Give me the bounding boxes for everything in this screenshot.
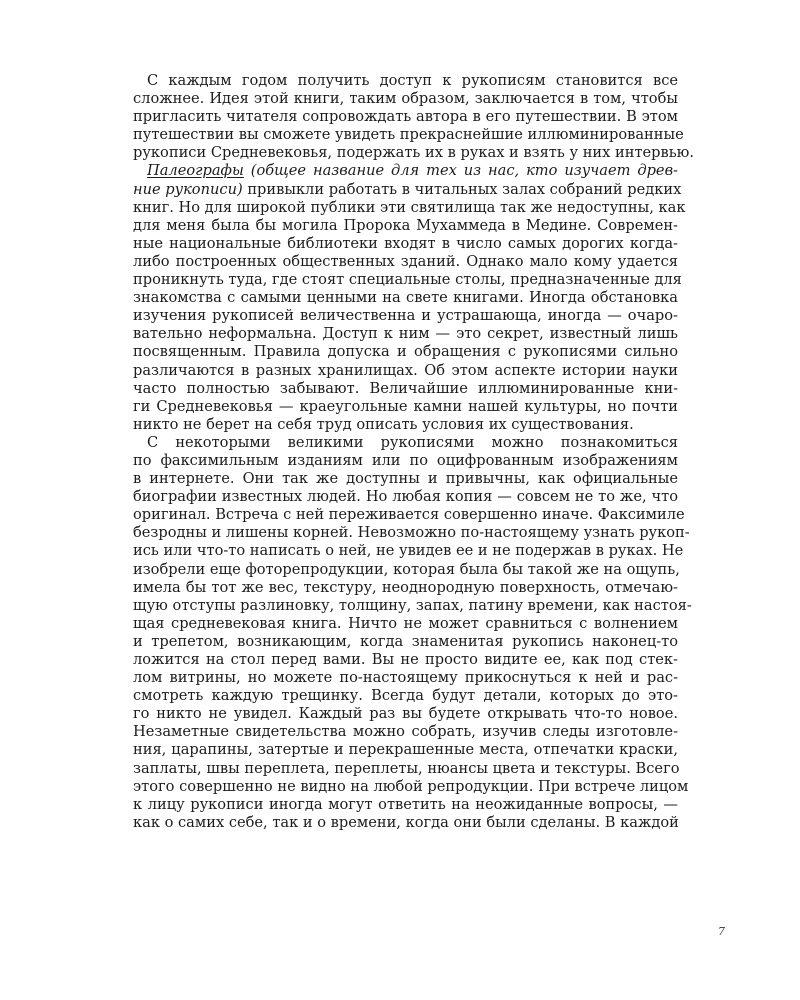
paragraph-2-first-line — [133, 162, 678, 180]
paragraph-3-line: к лицу рукописи иногда могут ответить на неожиданные вопросы, — — [133, 795, 678, 813]
italic-aside-part-2: ние рукописи) — [133, 180, 243, 198]
paragraph-2-line: никто не берет на себя труд описать условия их существования. — [133, 415, 634, 433]
paragraph-3-line: по факсимильным изданиям или по оцифрованным изображениям — [133, 451, 678, 469]
paragraph-2-line: знакомства с самыми ценными на свете книгами. Иногда обстановка — [133, 289, 678, 307]
paragraph-3-line: С некоторыми великими рукописями можно познакомиться — [147, 433, 678, 451]
paragraph-3-line: ись или что-то написать о ней, не увидев ее и не подержав в руках. Не — [133, 542, 684, 560]
paragraph-2-line: вательно неформальна. Доступ к ним — это секрет, известный лишь — [133, 325, 678, 343]
paragraph-3-line: лом витрины, но можете по-настоящему прикоснуться к ней и рас- — [133, 669, 678, 687]
paragraph-2-line: либо построенных общественных зданий. Однако мало кому удается — [133, 252, 678, 270]
paragraph-2-second-line — [133, 180, 682, 199]
paragraph-3-line: щая средневековая книга. Ничто не может сравниться с волнением — [133, 614, 678, 632]
paragraph-3-line: оригинал. Встреча с ней переживается совершенно иначе. Факсимиле — [133, 506, 685, 524]
paragraph-2-line: книг. Но для широкой публики эти святилища так же недоступны, как — [133, 198, 686, 216]
paragraph-3-line: щую отступы разлиновку, толщину, запах, патину времени, как настоя- — [133, 596, 692, 614]
paragraph-3-line: биографии известных людей. Но любая копия — совсем не то же, что — [133, 488, 678, 506]
paragraph-3-line: и трепетом, возникающим, когда знаменитая рукопись наконец-то — [133, 632, 678, 650]
paragraph-2-line: для меня была бы могила Пророка Мухаммеда в Медине. Современ- — [133, 216, 678, 234]
paragraph-3-line: смотреть каждую трещинку. Всегда будут детали, которых до это- — [133, 687, 678, 705]
paragraph-1-line: рукописи Средневековья, подержать их в руках и взять у них интервью. — [133, 144, 695, 162]
paragraph-3-line: ложится на стол перед вами. Вы не просто видите ее, как под стек- — [133, 651, 678, 668]
paragraph-2-line: изучения рукописей величественна и устрашающа, иногда — очаро- — [133, 307, 678, 325]
paragraph-3-line: как о самих себе, так и о времени, когда они были сделаны. В каждой — [133, 813, 679, 831]
paragraph-3-line: в интернете. Они так же доступны и привычны, как официальные — [133, 470, 678, 488]
page-number: 7 — [718, 925, 725, 938]
italic-aside-part-1: (общее название для тех из нас, кто изучает древ- — [250, 162, 678, 180]
paragraph-2-line: часто полностью забывают. Величайшие иллюминированные кни- — [133, 379, 678, 397]
paragraph-1-line: С каждым годом получить доступ к рукописям становится все — [147, 72, 678, 89]
paragraph-1-line: сложнее. Идея этой книги, таким образом, заключается в том, чтобы — [133, 90, 678, 108]
paragraph-3-line: Незаметные свидетельства можно собрать, изучив следы изготовле- — [133, 723, 678, 741]
paragraph-1-line: пригласить читателя сопровождать автора в его путешествии. В этом — [133, 108, 678, 126]
paleographers-link[interactable]: Палеографы — [147, 162, 244, 180]
body-text — [133, 72, 695, 832]
paragraph-2-line-rest: привыкли работать в читальных залах собраний редких — [247, 180, 682, 198]
paragraph-2-line: проникнуть туда, где стоят специальные столы, предназначенные для — [133, 271, 682, 289]
paragraph-1-line: путешествии вы сможете увидеть прекраснейшие иллюминированные — [133, 126, 684, 144]
paragraph-2-line: посвященным. Правила допуска и обращения с рукописями сильно — [133, 343, 678, 361]
paragraph-2-line: ные национальные библиотеки входят в число самых дорогих когда- — [133, 234, 678, 252]
paragraph-2-line: различаются в разных хранилищах. Об этом аспекте истории науки — [133, 361, 678, 379]
paragraph-3-line: этого совершенно не видно на любой репродукции. При встрече лицом — [133, 777, 689, 795]
paragraph-3-line: имела бы тот же вес, текстуру, неоднородную поверхность, отмечаю- — [133, 578, 678, 596]
paragraph-3-line: безродны и лишены корней. Невозможно по-настоящему узнать рукоп- — [133, 524, 690, 542]
paragraph-3-line: го никто не увидел. Каждый раз вы будете открывать что-то новое. — [133, 705, 678, 723]
paragraph-3-line: ния, царапины, затертые и перекрашенные места, отпечатки краски, — [133, 741, 678, 759]
paragraph-3-line: заплаты, швы переплета, переплеты, нюансы цвета и текстуры. Всего — [133, 759, 680, 777]
paragraph-2-line: ги Средневековья — краеугольные камни нашей культуры, но почти — [133, 397, 678, 415]
paragraph-3-line: изобрели еще фоторепродукции, которая была бы такой же на ощупь, — [133, 560, 680, 578]
